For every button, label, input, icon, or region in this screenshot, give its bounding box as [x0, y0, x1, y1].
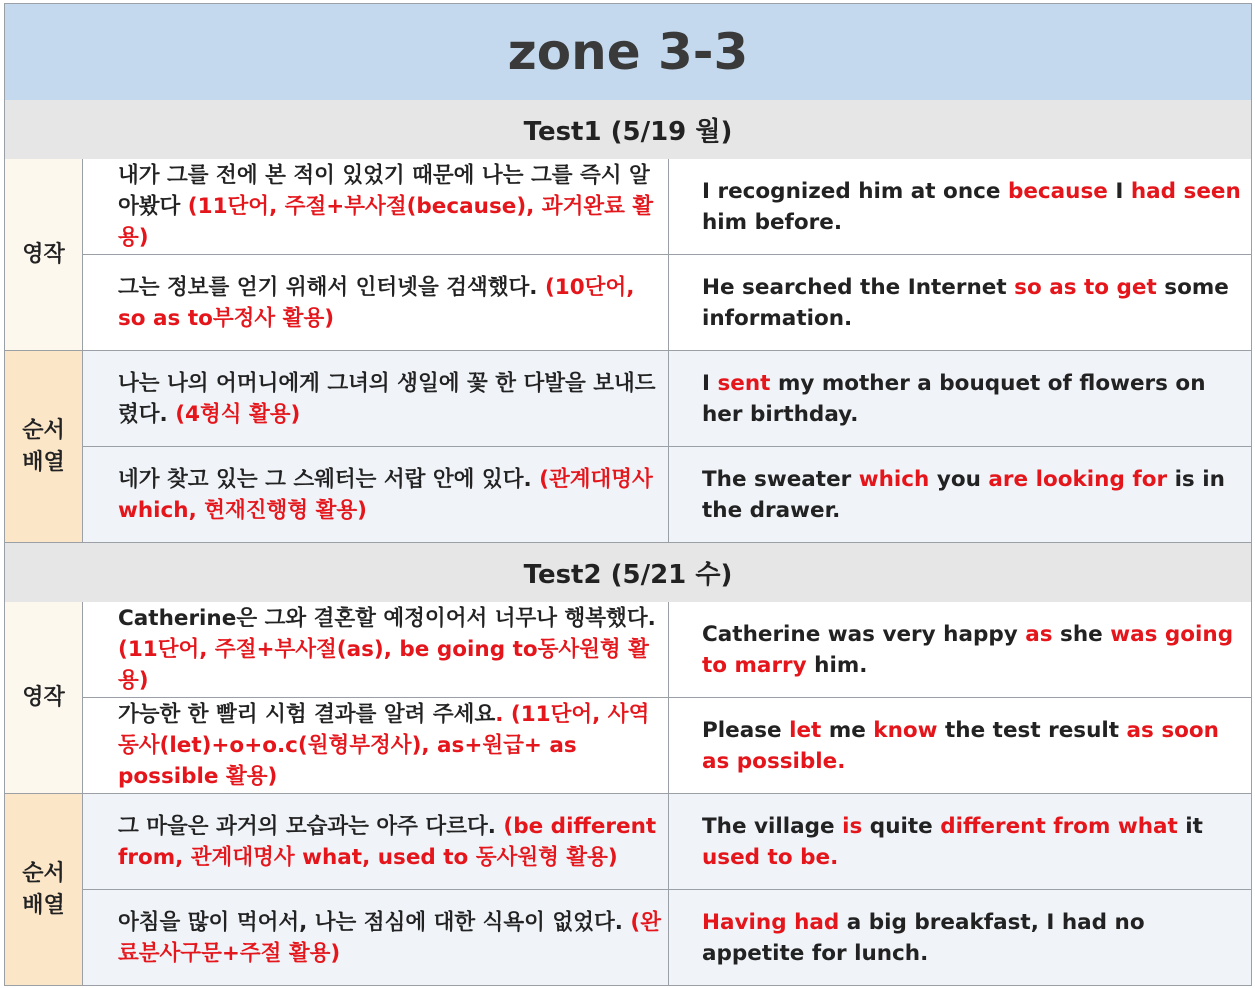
korean-prompt-cell [83, 159, 669, 255]
text-segment: him. [806, 652, 868, 678]
korean-prompt-cell [83, 351, 669, 447]
text-segment: is in the drawer. [702, 466, 1225, 523]
highlight-text: is [842, 813, 863, 839]
korean-prompt [118, 907, 662, 969]
highlight-text: (11단어, 주절+부사절(because), 과거완료 활용) [118, 194, 654, 250]
text-segment: 가능한 한 빨리 시험 결과를 알려 주세요 [118, 702, 496, 727]
page-title: zone 3-3 [5, 4, 1251, 101]
english-answer-cell [669, 794, 1251, 890]
highlight-text: used to be. [702, 844, 839, 870]
korean-prompt-cell [83, 255, 669, 351]
text-segment: He searched the Internet [702, 274, 1015, 300]
text-segment: it [1177, 813, 1203, 839]
text-segment: Catherine은 그와 결혼할 예정이어서 너무나 행복했다. [118, 606, 656, 631]
highlight-text: (4형식 활용) [175, 401, 301, 427]
korean-prompt [118, 160, 662, 253]
text-segment: I recognized him at once [702, 178, 1008, 204]
text-segment: 내가 그를 전에 본 적이 있었기 때문에 나는 그를 즉시 알아봤다 [118, 163, 650, 219]
korean-prompt-cell [83, 890, 669, 986]
text-segment: me [821, 717, 874, 743]
highlight-text: (be different from, 관계대명사 what, used to 동사원형 활용) [118, 813, 657, 870]
highlight-text: which [858, 466, 930, 492]
highlight-text: let [789, 717, 822, 743]
category-label [5, 351, 83, 543]
english-answer-cell [669, 602, 1251, 698]
english-answer-cell [669, 890, 1251, 986]
highlight-text: as [1025, 621, 1053, 647]
english-answer [702, 715, 1247, 777]
category-label [5, 602, 83, 794]
english-answer-cell [669, 351, 1251, 447]
text-segment: 그 마을은 과거의 모습과는 아주 다르다. [118, 813, 504, 839]
category-label [5, 794, 83, 986]
text-segment: The village [702, 813, 843, 839]
category-text: 순서 배열 [22, 860, 65, 918]
korean-prompt-cell [83, 698, 669, 794]
english-answer [702, 464, 1247, 526]
text-segment: my mother a bouquet of flowers on her birthday. [702, 370, 1206, 427]
highlight-text: had seen [1130, 178, 1241, 204]
highlight-text: was going to marry [702, 621, 1234, 678]
korean-prompt-cell [83, 447, 669, 543]
text-segment: Please [702, 717, 790, 743]
category-text: 순서 배열 [22, 417, 65, 475]
text-segment: you [929, 466, 989, 492]
english-answer-cell [669, 159, 1251, 255]
highlight-text: (11단어, 주절+부사절(as), be going to동사원형 활용) [118, 637, 649, 693]
text-segment: I [1107, 178, 1131, 204]
english-answer-cell [669, 255, 1251, 351]
korean-prompt [118, 368, 662, 430]
english-answer [702, 176, 1247, 238]
text-segment: quite [862, 813, 941, 839]
text-segment: some information. [702, 274, 1229, 331]
english-answer [702, 811, 1247, 873]
highlight-text: as soon as possible. [702, 717, 1219, 774]
highlight-text: (관계대명사 which, 현재진행형 활용) [118, 466, 653, 523]
category-text: 영작 [22, 684, 65, 710]
text-segment: 아침을 많이 먹어서, 나는 점심에 대한 식욕이 없었다. [118, 909, 631, 935]
korean-prompt [118, 811, 662, 873]
text-segment: 그는 정보를 얻기 위해서 인터넷을 검색했다. [118, 274, 545, 300]
korean-prompt-cell [83, 602, 669, 698]
english-answer [702, 368, 1247, 430]
english-answer-cell [669, 698, 1251, 794]
highlight-text: (완료분사구문+주절 활용) [118, 909, 661, 966]
text-segment: Catherine was very happy [702, 621, 1026, 647]
highlight-text: know [873, 717, 938, 743]
korean-prompt [118, 699, 662, 792]
text-segment: she [1052, 621, 1111, 647]
text-segment: 네가 찾고 있는 그 스웨터는 서랍 안에 있다. [118, 466, 540, 492]
category-text: 영작 [22, 241, 65, 267]
highlight-text: because [1007, 178, 1108, 204]
highlight-text: so as to get [1014, 274, 1157, 300]
worksheet-table [4, 3, 1252, 986]
text-segment: him before. [702, 209, 843, 235]
text-segment: The sweater [702, 466, 859, 492]
english-answer [702, 619, 1247, 681]
text-segment: 나는 나의 어머니에게 그녀의 생일에 꽃 한 다발을 보내드렸다. [118, 370, 656, 427]
highlight-text: . (11단어, 사역동사(let)+o+o.c(원형부정사), as+원급+ as possible 활용) [118, 702, 650, 789]
highlight-text: are looking for [988, 466, 1168, 492]
english-answer [702, 272, 1247, 334]
korean-prompt [118, 464, 662, 526]
highlight-text: Having had [702, 909, 840, 935]
test-header: Test1 (5/19 월) [5, 100, 1251, 160]
text-segment: the test result [937, 717, 1127, 743]
text-segment: a big breakfast, I had no appetite for lunch. [702, 909, 1145, 966]
english-answer-cell [669, 447, 1251, 543]
category-label [5, 159, 83, 351]
english-answer [702, 907, 1247, 969]
highlight-text: different from what [940, 813, 1178, 839]
korean-prompt [118, 603, 662, 696]
korean-prompt [118, 272, 662, 334]
korean-prompt-cell [83, 794, 669, 890]
test-header: Test2 (5/21 수) [5, 543, 1251, 603]
highlight-text: (10단어, so as to부정사 활용) [118, 274, 635, 331]
text-segment: I [702, 370, 718, 396]
highlight-text: sent [717, 370, 771, 396]
